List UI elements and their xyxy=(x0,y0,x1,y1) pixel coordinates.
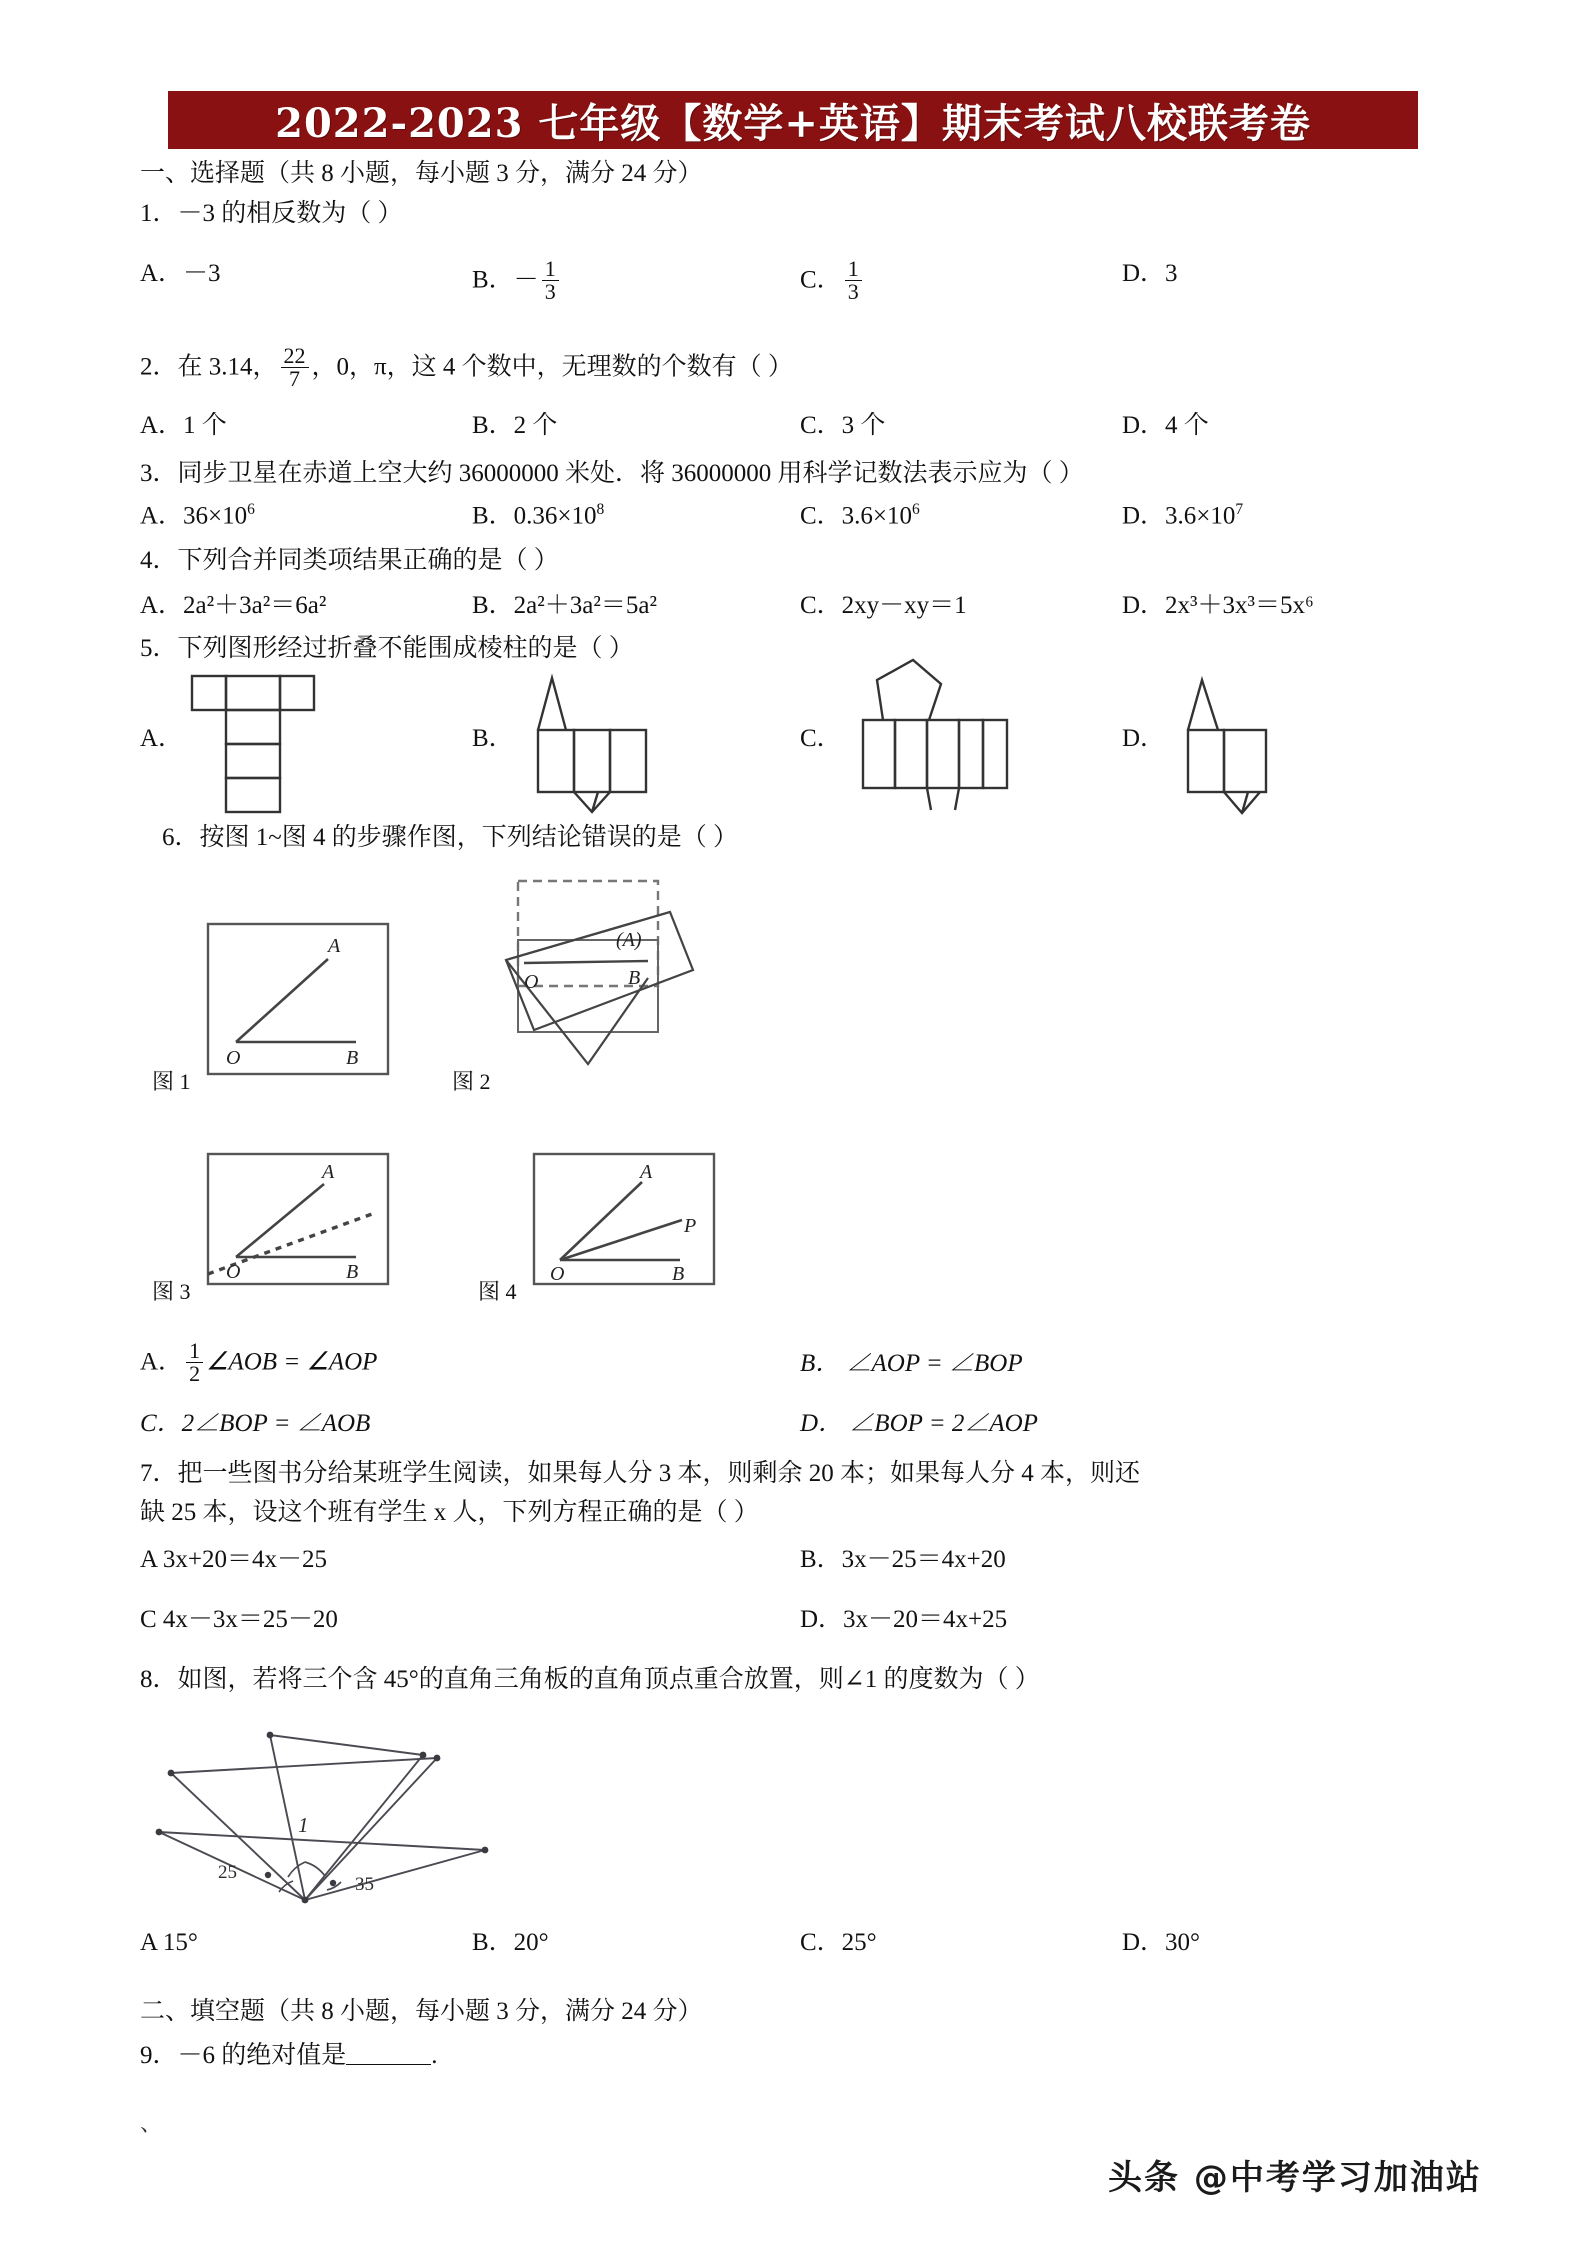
question-3-stem: 3．同步卫星在赤道上空大约 36000000 米处．将 36000000 用科学记数法表示应为（ ） xyxy=(140,460,1084,487)
q8-option-b[interactable]: B．20° xyxy=(472,1929,549,1956)
svg-text:B: B xyxy=(346,1047,359,1069)
question-8-stem: 8．如图，若将三个含 45°的直角三角板的直角顶点重合放置，则∠1 的度数为（ ） xyxy=(140,1666,1040,1693)
q5-option-d-label[interactable]: D． xyxy=(1122,725,1166,752)
q6-figure-3-label: 图 3 xyxy=(152,1279,191,1304)
q3-option-b-base: B．0.36×10 xyxy=(472,502,597,530)
stray-mark: 、 xyxy=(140,2111,163,2136)
q6-option-b[interactable]: B． ∠AOP = ∠BOP xyxy=(800,1350,1023,1377)
q8-option-a[interactable]: A 15° xyxy=(140,1929,198,1956)
q6-figure-4 xyxy=(532,1152,717,1292)
q6-option-c[interactable]: C．2∠BOP = ∠AOB xyxy=(140,1410,371,1437)
q7-option-a[interactable]: A 3x+20＝4x－25 xyxy=(140,1546,328,1573)
q6-option-a-rest: ∠AOB = ∠AOP xyxy=(206,1348,378,1376)
q5-figure-c xyxy=(855,652,1035,812)
q2-option-a[interactable]: A．1 个 xyxy=(140,412,227,439)
question-1-stem: 1．－3 的相反数为（ ） xyxy=(140,200,403,227)
q1-option-b-prefix: B．－ xyxy=(472,266,539,294)
q3-option-b[interactable] xyxy=(472,500,604,532)
q6-option-a-denominator: 2 xyxy=(186,1362,203,1385)
q6-option-a-numerator: 1 xyxy=(189,1338,201,1363)
question-7-stem-line2: 缺 25 本，设这个班有学生 x 人，下列方程正确的是（ ） xyxy=(140,1499,759,1526)
svg-text:A: A xyxy=(322,1161,335,1183)
q6-figure-3 xyxy=(206,1152,391,1292)
q6-option-a-fraction xyxy=(186,1340,203,1386)
q2-option-d[interactable]: D．4 个 xyxy=(1122,412,1209,439)
q1-option-a[interactable]: A．－3 xyxy=(140,260,221,287)
svg-text:B: B xyxy=(628,967,641,989)
q7-option-b[interactable]: B．3x－25＝4x+20 xyxy=(800,1546,1006,1573)
q9-answer-blank[interactable] xyxy=(346,2064,431,2065)
q3-option-c[interactable] xyxy=(800,500,920,532)
q6-figure-1 xyxy=(206,922,391,1082)
q7-option-d[interactable]: D．3x－20＝4x+25 xyxy=(800,1606,1008,1633)
svg-text:(A): (A) xyxy=(616,929,642,951)
svg-text:35: 35 xyxy=(355,1874,374,1895)
q5-figure-d xyxy=(1180,670,1310,815)
q4-option-c[interactable]: C．2xy－xy＝1 xyxy=(800,592,967,619)
q8-option-d[interactable]: D．30° xyxy=(1122,1929,1201,1956)
svg-text:1: 1 xyxy=(298,1813,309,1837)
q1-option-c-fraction xyxy=(845,258,862,304)
q2-stem-part1: 2．在 3.14， xyxy=(140,353,278,381)
svg-text:O: O xyxy=(226,1261,241,1283)
q1-option-b-fraction xyxy=(542,258,559,304)
section-one-heading: 一、选择题（共 8 小题，每小题 3 分，满分 24 分） xyxy=(140,160,703,187)
q6-option-a-prefix: A． xyxy=(140,1348,184,1376)
question-2-stem xyxy=(140,345,793,391)
q2-numerator: 22 xyxy=(283,343,306,368)
q5-figure-b xyxy=(530,670,680,815)
q2-fraction-22-7 xyxy=(281,345,309,391)
q3-option-c-exponent: 6 xyxy=(912,501,920,518)
q3-option-d-base: D．3.6×10 xyxy=(1122,502,1236,530)
svg-text:B: B xyxy=(672,1263,685,1285)
svg-text:B: B xyxy=(346,1261,359,1283)
svg-text:A: A xyxy=(328,935,341,957)
q2-option-b[interactable]: B．2 个 xyxy=(472,412,558,439)
question-4-stem: 4．下列合并同类项结果正确的是（ ） xyxy=(140,547,559,574)
q5-figure-a xyxy=(190,674,330,814)
title-banner xyxy=(168,91,1418,149)
q3-option-c-base: C．3.6×10 xyxy=(800,502,913,530)
q3-option-a-exponent: 6 xyxy=(247,501,255,518)
q3-option-a[interactable] xyxy=(140,500,255,532)
q3-option-a-base: A．36×10 xyxy=(140,502,248,530)
q1-option-d[interactable]: D．3 xyxy=(1122,260,1178,287)
q1-option-b[interactable] xyxy=(472,258,562,304)
q1-option-c-numerator: 1 xyxy=(847,256,859,281)
q8-figure-triangles xyxy=(155,1710,555,1910)
q1-option-c-denominator: 3 xyxy=(845,280,862,303)
q1-option-c[interactable] xyxy=(800,258,865,304)
q1-option-b-denominator: 3 xyxy=(542,280,559,303)
question-9-stem xyxy=(140,2040,438,2071)
q4-option-a[interactable]: A．2a²＋3a²＝6a² xyxy=(140,592,327,619)
svg-text:P: P xyxy=(684,1215,697,1237)
q3-option-d-exponent: 7 xyxy=(1235,501,1244,518)
q6-figure-4-label: 图 4 xyxy=(478,1279,517,1304)
footer-watermark: 头条 @中考学习加油站 xyxy=(1108,2158,1482,2198)
q6-figure-2 xyxy=(488,878,718,1083)
q1-option-b-numerator: 1 xyxy=(544,256,556,281)
q7-option-c[interactable]: C 4x－3x＝25－20 xyxy=(140,1606,338,1633)
q2-denominator: 7 xyxy=(281,367,309,390)
q6-figure-2-label: 图 2 xyxy=(452,1069,491,1094)
question-5-stem: 5．下列图形经过折叠不能围成棱柱的是（ ） xyxy=(140,635,634,662)
q5-option-c-label[interactable]: C． xyxy=(800,725,842,752)
svg-text:25: 25 xyxy=(218,1862,237,1883)
svg-text:O: O xyxy=(550,1263,565,1285)
q2-option-c[interactable]: C．3 个 xyxy=(800,412,886,439)
page-title: 2022-2023 七年级【数学+英语】期末考试八校联考卷 xyxy=(275,99,1311,147)
q8-option-c[interactable]: C．25° xyxy=(800,1929,877,1956)
q5-option-a-label[interactable]: A． xyxy=(140,725,184,752)
q3-option-d[interactable] xyxy=(1122,500,1243,532)
q4-option-b[interactable]: B．2a²＋3a²＝5a² xyxy=(472,592,657,619)
svg-text:O: O xyxy=(524,971,539,993)
q2-stem-part2: ，0，π，这 4 个数中，无理数的个数有（ ） xyxy=(311,353,793,381)
q9-stem-period: . xyxy=(431,2042,438,2069)
q4-option-d[interactable]: D．2x³＋3x³＝5x⁶ xyxy=(1122,592,1314,619)
question-7-stem-line1: 7．把一些图书分给某班学生阅读，如果每人分 3 本，则剩余 20 本；如果每人分 4 本，则还 xyxy=(140,1460,1141,1487)
q6-option-a[interactable] xyxy=(140,1340,377,1386)
question-6-stem: 6．按图 1~图 4 的步骤作图，下列结论错误的是（ ） xyxy=(162,824,739,851)
q1-option-c-prefix: C． xyxy=(800,266,842,294)
svg-text:O: O xyxy=(226,1047,241,1069)
q3-option-b-exponent: 8 xyxy=(596,501,605,518)
q9-stem-text: 9．－6 的绝对值是 xyxy=(140,2042,347,2069)
q6-option-d[interactable]: D． ∠BOP = 2∠AOP xyxy=(800,1410,1038,1437)
section-two-heading: 二、填空题（共 8 小题，每小题 3 分，满分 24 分） xyxy=(140,1998,703,2025)
q6-figure-1-label: 图 1 xyxy=(152,1069,191,1094)
svg-text:A: A xyxy=(640,1161,653,1183)
q5-option-b-label[interactable]: B． xyxy=(472,725,514,752)
